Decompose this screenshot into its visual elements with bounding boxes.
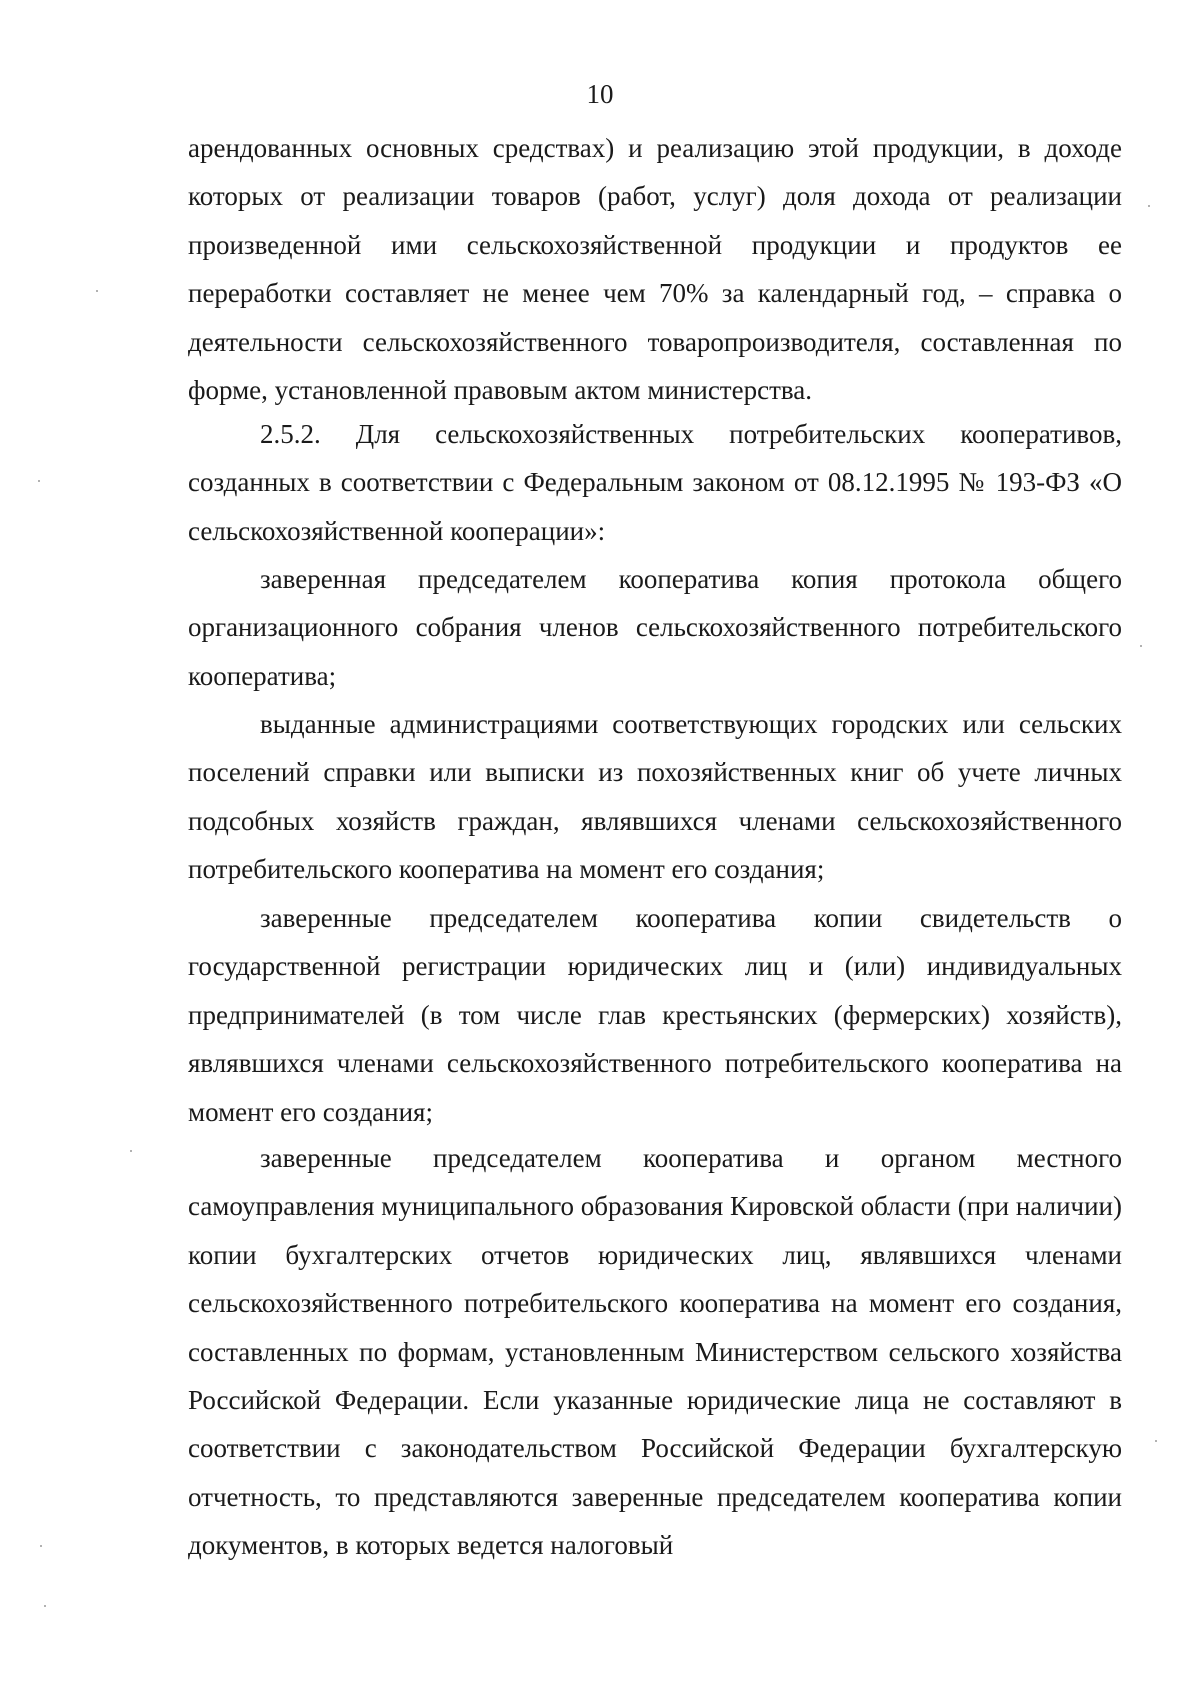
paragraph-6 [188,1134,1122,1570]
paragraph-2 [188,410,1122,555]
paragraph-text: заверенные председателем кооператива копии свидетельств о государственной регистрации юридических лиц и (или) индивидуальных предпринимателей (в том числе глав крестьянских (фермерских) хозяйств), являвшихся членами сельскохозяйственного потребительского кооператива на момент его создания; [188,903,1122,1127]
scan-speck [130,1150,132,1152]
page-number: 10 [586,79,614,109]
paragraph-4 [188,700,1122,894]
paragraph-text: выданные администрациями соответствующих городских или сельских поселений справки или выписки из похозяйственных книг об учете личных подсобных хозяйств граждан, являвшихся членами сельскохозяйственного потребительского кооператива на момент его создания; [188,709,1122,885]
scan-speck [1155,1440,1157,1442]
paragraph-text: арендованных основных средствах) и реализацию этой продукции, в доходе которых от реализации товаров (работ, услуг) доля дохода от реализации произведенной ими сельскохозяйственной продукции и продуктов ее переработки составляет не менее чем 70% за календарный год, – справка о деятельности сельскохозяйственного товаропроизводителя, составленная по форме, установленной правовым актом министерства. [188,133,1122,406]
paragraph-5 [188,894,1122,1136]
paragraph-text: заверенные председателем кооператива и органом местного самоуправления муниципального образования Кировской области (при наличии) копии бухгалтерских отчетов юридических лиц, являвшихся членами сельскохозяйственного потребительского кооператива на момент его создания, составленных по формам, установленным Министерством сельского хозяйства Российской Федерации. Если указанные юридические лица не составляют в соответствии с законодательством Российской Федерации бухгалтерскую отчетность, то представляются заверенные председателем кооператива копии документов, в которых ведется налоговый [188,1143,1122,1561]
paragraph-text: заверенная председателем кооператива копия протокола общего организационного собрания членов сельскохозяйственного потребительского кооператива; [188,564,1122,691]
paragraph-1 [188,124,1122,414]
scan-speck [96,290,98,292]
scan-speck [44,1605,46,1607]
scan-speck [40,1545,42,1547]
scan-speck [38,480,40,482]
scan-speck [1148,205,1150,207]
paragraph-3 [188,555,1122,700]
scan-speck [1140,645,1142,647]
paragraph-text: 2.5.2. Для сельскохозяйственных потребительских кооперативов, созданных в соответствии с Федеральным законом от 08.12.1995 № 193-ФЗ «О сельскохозяйственной кооперации»: [188,419,1122,546]
